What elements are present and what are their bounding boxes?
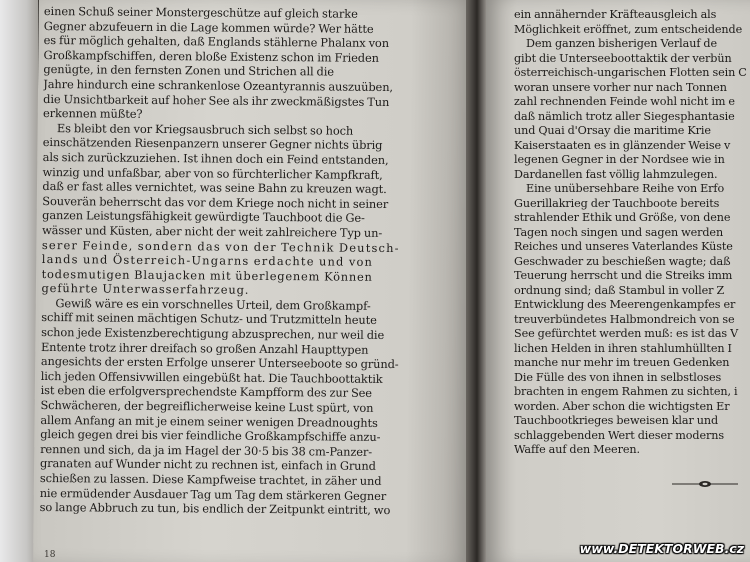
text-line: zahl rechnenden Feinde wohl nicht im e — [514, 95, 735, 108]
text-line: Guerillakrieg der Tauchboote bereits — [514, 196, 720, 210]
text-line: Tagen noch singen und sagen werden — [514, 225, 724, 239]
text-line: einschätzenden Riesenpanzern unserer Gegner nichts übrig — [42, 135, 383, 153]
text-line: nie ermüdender Ausdauer Tag um Tag dem stärkeren Gegner — [39, 485, 387, 503]
left-page-text — [40, 4, 464, 518]
text-line: Eine unübersehbare Reihe von Erfo — [526, 182, 725, 195]
text-line: Geschwader zu beschießen wagte; daß — [514, 254, 731, 268]
text-line: Tauchbootkrieges beweisen klar und — [514, 414, 719, 427]
book-cover-edge — [0, 0, 38, 562]
text-line: Jahre hindurch eine schrankenlose Ozeantyrannis auszuüben, — [43, 76, 394, 95]
text-line: schlaggebenden Wert dieser moderns — [514, 428, 724, 442]
text-line: Dardanellen fast völlig lahmzulegen. — [514, 167, 718, 181]
text-line: daß nämlich trotz aller Siegesphantasie — [514, 109, 735, 123]
text-line: und Quai d'Orsay die maritime Krie — [514, 124, 711, 137]
text-line: wässer und Küsten, aber nicht der weit zahlreichere Typ un- — [41, 222, 383, 240]
text-line: daß er fast alles vernichtet, was seine Bahn zu kreuzen wagt. — [42, 179, 387, 197]
text-line: Kaiserstaaten es in glänzender Weise v — [514, 138, 731, 152]
text-line: Entente trotz ihrer dreifach so großen Anzahl Haupttypen — [40, 339, 369, 357]
text-line: angesichts der ersten Erfolge unserer Unterseeboote so gründ- — [40, 354, 399, 372]
text-line: schießen zu lassen. Diese Kampfweise trachtet, in zäher und — [39, 470, 382, 488]
text-line: Gewiß wäre es ein vorschnelles Urteil, dem Großkampf- — [55, 295, 371, 313]
text-line: genügte, in den fernsten Zonen und Strichen all die — [43, 62, 335, 79]
text-line: es für möglich gehalten, daß Englands stählerne Phalanx von — [43, 33, 390, 51]
right-page-text — [514, 8, 750, 458]
text-line: treuverbündetes Halbmondreich von se — [514, 312, 735, 326]
watermark: www.DETEKTORWEB.cz — [579, 541, 744, 556]
text-line: manche nur mehr im treuen Gedenken — [514, 356, 730, 369]
text-line: ganzen Leistungsfähigkeit gewürdigte Tauchboot die Ge- — [42, 208, 365, 226]
text-line: Reiches und unseres Vaterlandes Küste — [514, 240, 733, 253]
text-line: lich jeden Offensivwillen eingebüßt hat. Die Tauchboottaktik — [40, 368, 383, 386]
text-line: lichen Helden in ihren stahlumhüllten I — [514, 341, 732, 355]
text-line: Dem ganzen bisherigen Verlauf de — [526, 37, 717, 50]
text-line: granaten auf Wunder nicht zu rechnen ist, einfach in Grund — [39, 456, 376, 474]
text-line: als sich zurückzuziehen. Ist ihnen doch ein Feind entstanden, — [42, 149, 389, 167]
text-line: ordnung sind; daß Stambul in voller Z — [514, 283, 725, 297]
text-line: geführte Unterwasserfahrzeug. — [41, 281, 250, 298]
text-line: Souverän beherrscht das vor dem Kriege noch nicht in seiner — [42, 193, 389, 211]
page-number: 18 — [44, 550, 56, 560]
text-line: brachten in engem Rahmen zu sichten, i — [514, 385, 738, 398]
text-line: ein annähernder Kräfteausgleich als — [514, 8, 717, 21]
text-line: schiff mit seinen mächtigen Schutz- und Trutzmitteln heute — [41, 310, 377, 328]
text-line: einen Schuß seiner Monstergeschütze auf gleich starke — [43, 4, 358, 21]
text-line: gleich gegen drei bis vier feindliche Großkampfschiffe anzu- — [40, 427, 381, 445]
text-line: See gefürchtet werden muß: es ist das V — [514, 327, 739, 340]
text-line: schon jede Existenzberechtigung abzusprechen, nur weil die — [41, 325, 385, 343]
text-line: die Unsichtbarkeit auf hoher See als ihr zweckmäßigstes Tun — [43, 91, 390, 109]
text-line: Großkampfschiffen, deren bloße Existenz schon im Frieden — [43, 47, 379, 65]
text-line: lands und Österreich-Ungarns erdachte und von — [41, 252, 374, 269]
text-line: legenen Gegner in der Nordsee wie in — [514, 153, 725, 166]
text-line: Schwächeren, der begreiflicherweise keine Lust spürt, von — [40, 398, 374, 415]
text-line: Gegner abzufeuern in die Lage kommen würde? Wer hätte — [43, 18, 374, 36]
text-line: strahlender Ethik und Größe, von dene — [514, 211, 731, 224]
book-gutter — [466, 0, 486, 562]
text-line: so lange Abbruch zu tun, bis endlich der Zeitpunkt eintritt, wo — [39, 500, 391, 518]
text-line: ist eben die erfolgversprechendste Kampfform des zur See — [40, 383, 373, 401]
text-line: Waffe auf den Meeren. — [514, 443, 640, 456]
text-line: erkennen müßte? — [42, 106, 143, 122]
text-line: winzig und unfaßbar, aber von so fürchterlicher Kampfkraft, — [42, 164, 383, 182]
text-line: woran unsere vorher nur nach Tonnen — [514, 80, 727, 94]
text-line: Entwicklung des Meerengenkampfes er — [514, 298, 736, 311]
text-line: Möglichkeit eröffnet, zum entscheidende — [514, 22, 743, 36]
text-line: österreichisch-ungarischen Flotten sein C — [514, 66, 747, 79]
text-line: worden. Aber schon die wichtigsten Er — [514, 399, 730, 413]
text-line: gibt die Unterseeboottaktik der verbün — [514, 51, 732, 65]
text-line: Teuerung herrscht und die Streiks imm — [514, 269, 733, 282]
text-line: todesmutigen Blaujacken mit überlegenem Können — [41, 266, 373, 284]
text-line: rennen und sich, da ja im Hagel der 30·5 bis 38 cm-Panzer- — [40, 441, 373, 459]
text-line: Die Fülle des von ihnen in selbstloses — [514, 370, 722, 384]
ornamental-rule — [672, 480, 738, 488]
text-line: serer Feinde, sondern das von der Technik Deutsch- — [41, 237, 400, 255]
text-line: Es bleibt den vor Kriegsausbruch sich selbst so hoch — [56, 120, 354, 138]
text-line: allem Anfang an mit je einem seiner wenigen Dreadnoughts — [40, 412, 378, 430]
